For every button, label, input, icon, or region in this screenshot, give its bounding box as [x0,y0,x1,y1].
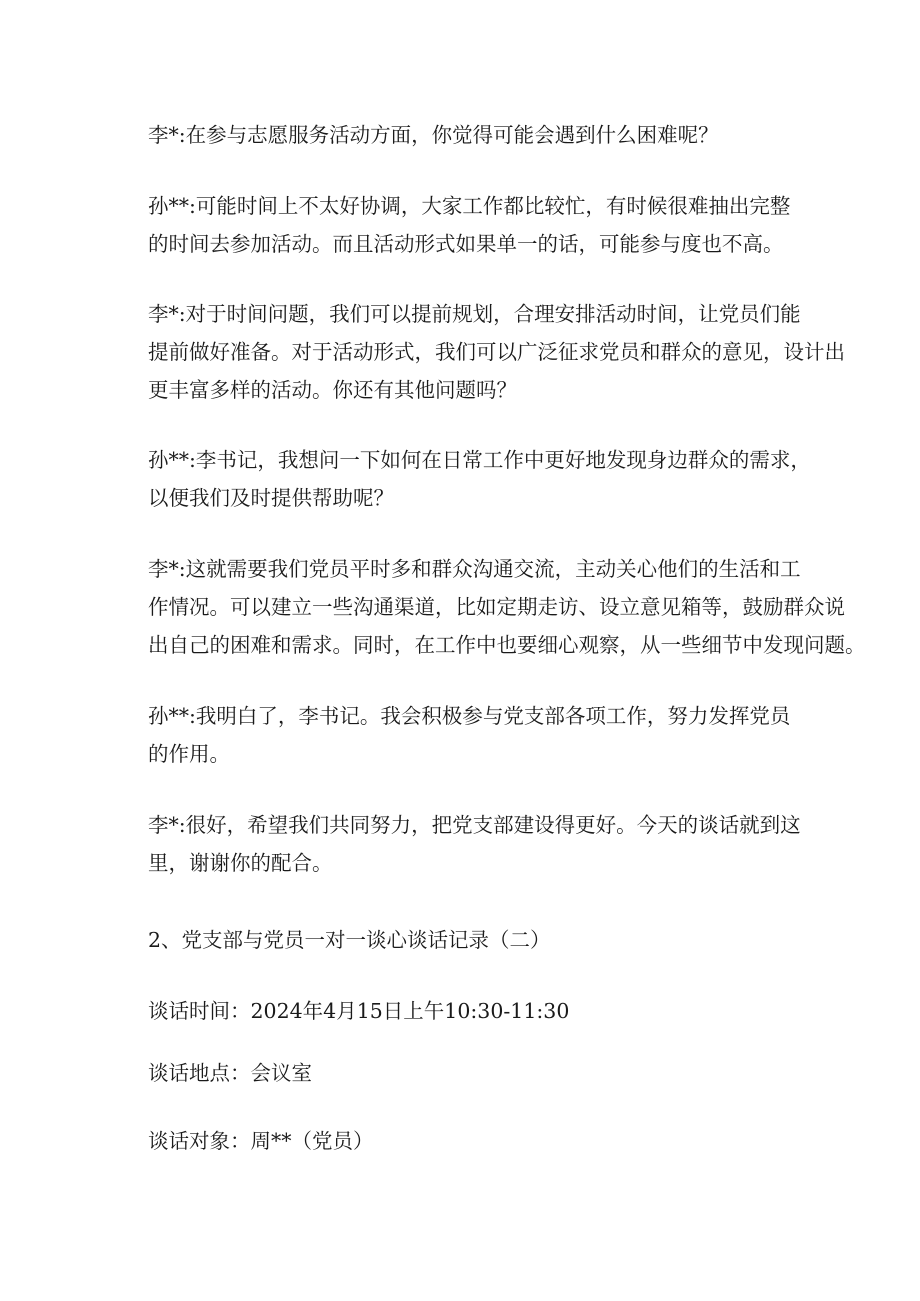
paragraph-line: 李*:在参与志愿服务活动方面，你觉得可能会遇到什么困难呢？ [148,123,719,147]
dialogue-paragraph [107,441,811,517]
paragraph-line: 更丰富多样的活动。你还有其他问题吗？ [148,378,517,402]
paragraph-line: 孙**:李书记，我想问一下如何在日常工作中更好地发现身边群众的需求， [148,448,811,472]
paragraph-line: 孙**:可能时间上不太好协调，大家工作都比较忙，有时候很难抽出完整 [148,194,791,218]
dialogue-paragraph [107,697,807,773]
meeting-location: 谈话地点：会议室 [148,1061,312,1085]
dialogue-paragraph [107,550,866,664]
paragraph-line: 的作用。 [148,742,230,766]
paragraph-line: 李*:这就需要我们党员平时多和群众沟通交流，主动关心他们的生活和工 [148,557,801,581]
dialogue-paragraph [107,295,845,409]
meeting-time: 谈话时间：2024年4月15日上午10:30-11:30 [148,999,570,1023]
dialogue-paragraph [107,116,807,154]
paragraph-line: 的时间去参加活动。而且活动形式如果单一的话，可能参与度也不高。 [148,232,784,256]
paragraph-line: 李*:很好，希望我们共同努力，把党支部建设得更好。今天的谈话就到这 [148,813,801,837]
paragraph-line: 李*:对于时间问题，我们可以提前规划，合理安排活动时间，让党员们能 [148,302,801,326]
dialogue-paragraph [107,806,807,882]
section-title: 2、党支部与党员一对一谈心谈话记录（二） [148,928,551,952]
paragraph-line: 出自己的困难和需求。同时，在工作中也要细心观察，从一些细节中发现问题。 [148,633,866,657]
paragraph-line: 作情况。可以建立一些沟通渠道，比如定期走访、设立意见箱等，鼓励群众说 [148,595,845,619]
paragraph-line: 以便我们及时提供帮助呢？ [148,486,394,510]
paragraph-line: 提前做好准备。对于活动形式，我们可以广泛征求党员和群众的意见，设计出 [148,340,845,364]
meeting-subject: 谈话对象：周**（党员） [148,1129,374,1153]
paragraph-line: 里，谢谢你的配合。 [148,851,333,875]
paragraph-line: 孙**:我明白了，李书记。我会积极参与党支部各项工作，努力发挥党员 [148,704,791,728]
dialogue-paragraph [107,187,807,263]
